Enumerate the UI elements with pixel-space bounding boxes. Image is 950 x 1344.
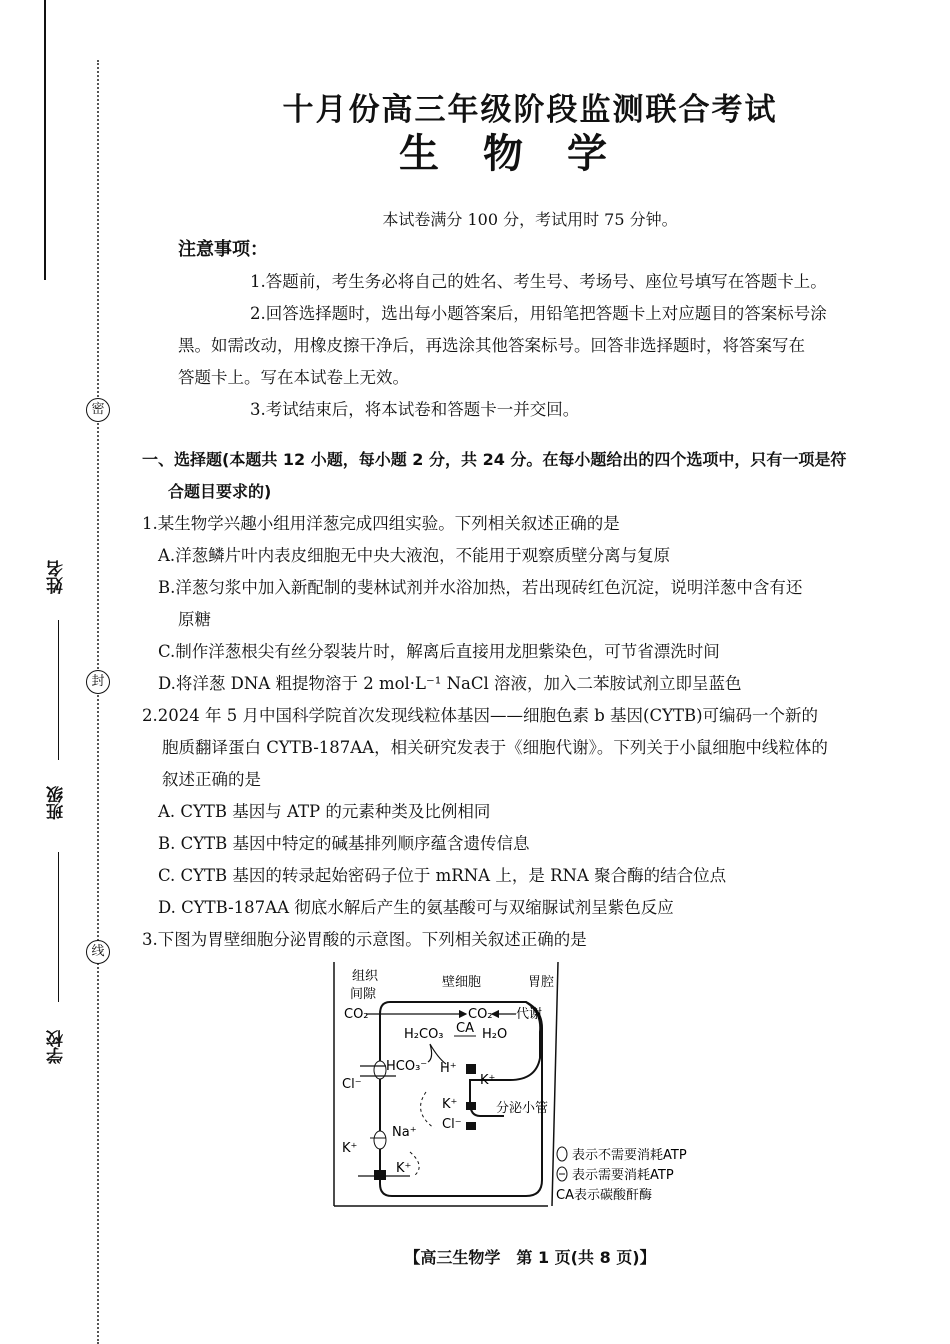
na-k-pump [374, 1170, 386, 1180]
co2-left: CO₂ [344, 1007, 369, 1022]
question-1-option-a: A.洋葱鳞片叶内表皮细胞无中央大液泡，不能用于观察质壁分离与复原 [158, 546, 671, 565]
h2o-label: H₂O [482, 1027, 508, 1042]
question-3 [142, 924, 920, 956]
k-bottom-label: K⁺ [396, 1161, 412, 1176]
question-1-option-b-line1: B.洋葱匀浆中加入新配制的斐林试剂并水浴加热，若出现砖红色沉淀，说明洋葱中含有还 [158, 578, 803, 597]
hco3-label: HCO₃⁻ [386, 1059, 428, 1074]
cl-in: Cl⁻ [442, 1117, 462, 1132]
notice-heading: 注意事项： [178, 239, 268, 260]
question-1-option-b [142, 572, 920, 636]
h2co3-label: H₂CO₃ [404, 1027, 444, 1042]
parietal-cell-diagram [330, 962, 750, 1224]
class-label: 班级 [47, 786, 67, 820]
legend-active: 表示需要消耗ATP [572, 1168, 674, 1183]
question-2-option-d: D. CYTB-187AA 彻底水解后产生的氨基酸可与双缩脲试剂呈紫色反应 [158, 898, 674, 917]
question-2-stem-line2: 胞质翻译蛋白 CYTB-187AA，相关研究发表于《细胞代谢》。下列关于小鼠细胞中线粒体的 [162, 738, 828, 757]
question-2-stem-line1: 2.2024 年 5 月中国科学院首次发现线粒体基因——细胞色素 b 基因(CYTB)可编码一个新的 [142, 706, 819, 725]
question-2-option-a: A. CYTB 基因与 ATP 的元素种类及比例相同 [158, 802, 491, 821]
h-k-pump [466, 1064, 476, 1074]
question-3-stem: 3.下图为胃壁细胞分泌胃酸的示意图。下列相关叙述正确的是 [142, 930, 587, 949]
ca-label: CA [456, 1021, 474, 1036]
legend-passive: 表示不需要消耗ATP [572, 1148, 687, 1163]
seal-char-mi: 密 [86, 398, 110, 422]
label-tissue: 组织 [352, 969, 379, 984]
seal-char-xian: 线 [86, 940, 110, 964]
section-heading [142, 444, 920, 508]
question-1-option-d: D.将洋葱 DNA 粗提物溶于 2 mol·L⁻¹ NaCl 溶液，加入二苯胺试剂立即呈蓝色 [158, 674, 742, 693]
h-plus-label: H⁺ [440, 1061, 457, 1076]
cl-channel [466, 1122, 476, 1130]
label-tissue-gap: 间隙 [350, 987, 377, 1002]
section-line-2: 合题目要求的) [168, 482, 272, 501]
name-line[interactable] [58, 620, 59, 760]
question-2 [142, 700, 920, 924]
label-stomach-lumen: 胃腔 [528, 975, 555, 990]
legend-passive-icon [557, 1147, 567, 1161]
notice-item-2-cont2: 答题卡上。写在本试卷上无效。 [178, 368, 409, 387]
co2-right: CO₂ [468, 1007, 493, 1022]
exam-info: 本试卷满分 100 分，考试用时 75 分钟。 [382, 210, 678, 229]
question-1 [142, 508, 920, 700]
label-parietal-cell: 壁细胞 [442, 975, 482, 990]
question-1-stem: 1.某生物学兴趣小组用洋葱完成四组实验。下列相关叙述正确的是 [142, 514, 620, 533]
k-channel [466, 1102, 476, 1110]
na-k-transporter [374, 1131, 386, 1149]
subject-title: 生物学 [399, 131, 651, 177]
exam-title: 十月份高三年级阶段监测联合考试 [282, 92, 778, 128]
k-plus-right: K⁺ [480, 1073, 496, 1088]
notice-item-3: 3.考试结束后，将本试卷和答题卡一并交回。 [250, 400, 580, 419]
class-line[interactable] [58, 852, 59, 1002]
name-label: 姓名 [47, 560, 67, 594]
question-2-option-c: C. CYTB 基因的转录起始密码子位于 mRNA 上，是 RNA 聚合酶的结合位点 [158, 866, 727, 885]
k-left-label: K⁺ [342, 1141, 358, 1156]
question-2-option-b: B. CYTB 基因中特定的碱基排列顺序蕴含遗传信息 [158, 834, 530, 853]
tubule-label: 分泌小管 [496, 1101, 549, 1116]
cl-left-label: Cl⁻ [342, 1077, 362, 1092]
ion-cycle-arrow-1 [421, 1092, 434, 1128]
section-line-1: 一、选择题(本题共 12 小题，每小题 2 分，共 24 分。在每小题给出的四个选项中，只有一项是符 [142, 450, 847, 469]
question-1-option-b-line2: 原糖 [178, 610, 211, 629]
k-plus-in: K⁺ [442, 1097, 458, 1112]
question-2-stem-line3: 叙述正确的是 [162, 770, 261, 789]
metabolism-label: 代谢 [516, 1007, 543, 1022]
notice-item-2-cont: 黑。如需改动，用橡皮擦干净后，再选涂其他答案标号。回答非选择题时，将答案写在 [178, 336, 805, 355]
notice-item-2: 2.回答选择题时，选出每小题答案后，用铅笔把答题卡上对应题目的答案标号涂 [250, 304, 827, 323]
frame-right [552, 962, 558, 1206]
question-1-option-c: C.制作洋葱根尖有丝分裂装片时，解离后直接用龙胆紫染色，可节省漂洗时间 [158, 642, 720, 661]
notice-item-1: 1.答题前，考生务必将自己的姓名、考生号、考场号、座位号填写在答题卡上。 [250, 272, 827, 291]
na-label: Na⁺ [392, 1125, 417, 1140]
binding-margin [0, 0, 120, 1344]
dissociation-lines [428, 1044, 446, 1064]
main-content [142, 234, 920, 956]
seal-char-feng: 封 [86, 670, 110, 694]
cut-line-dotted [97, 60, 99, 1344]
legend-ca: CA表示碳酸酐酶 [556, 1188, 652, 1203]
page-footer: 【高三生物学 第 1 页(共 8 页)】 [404, 1248, 656, 1267]
school-label: 学校 [47, 1030, 67, 1064]
